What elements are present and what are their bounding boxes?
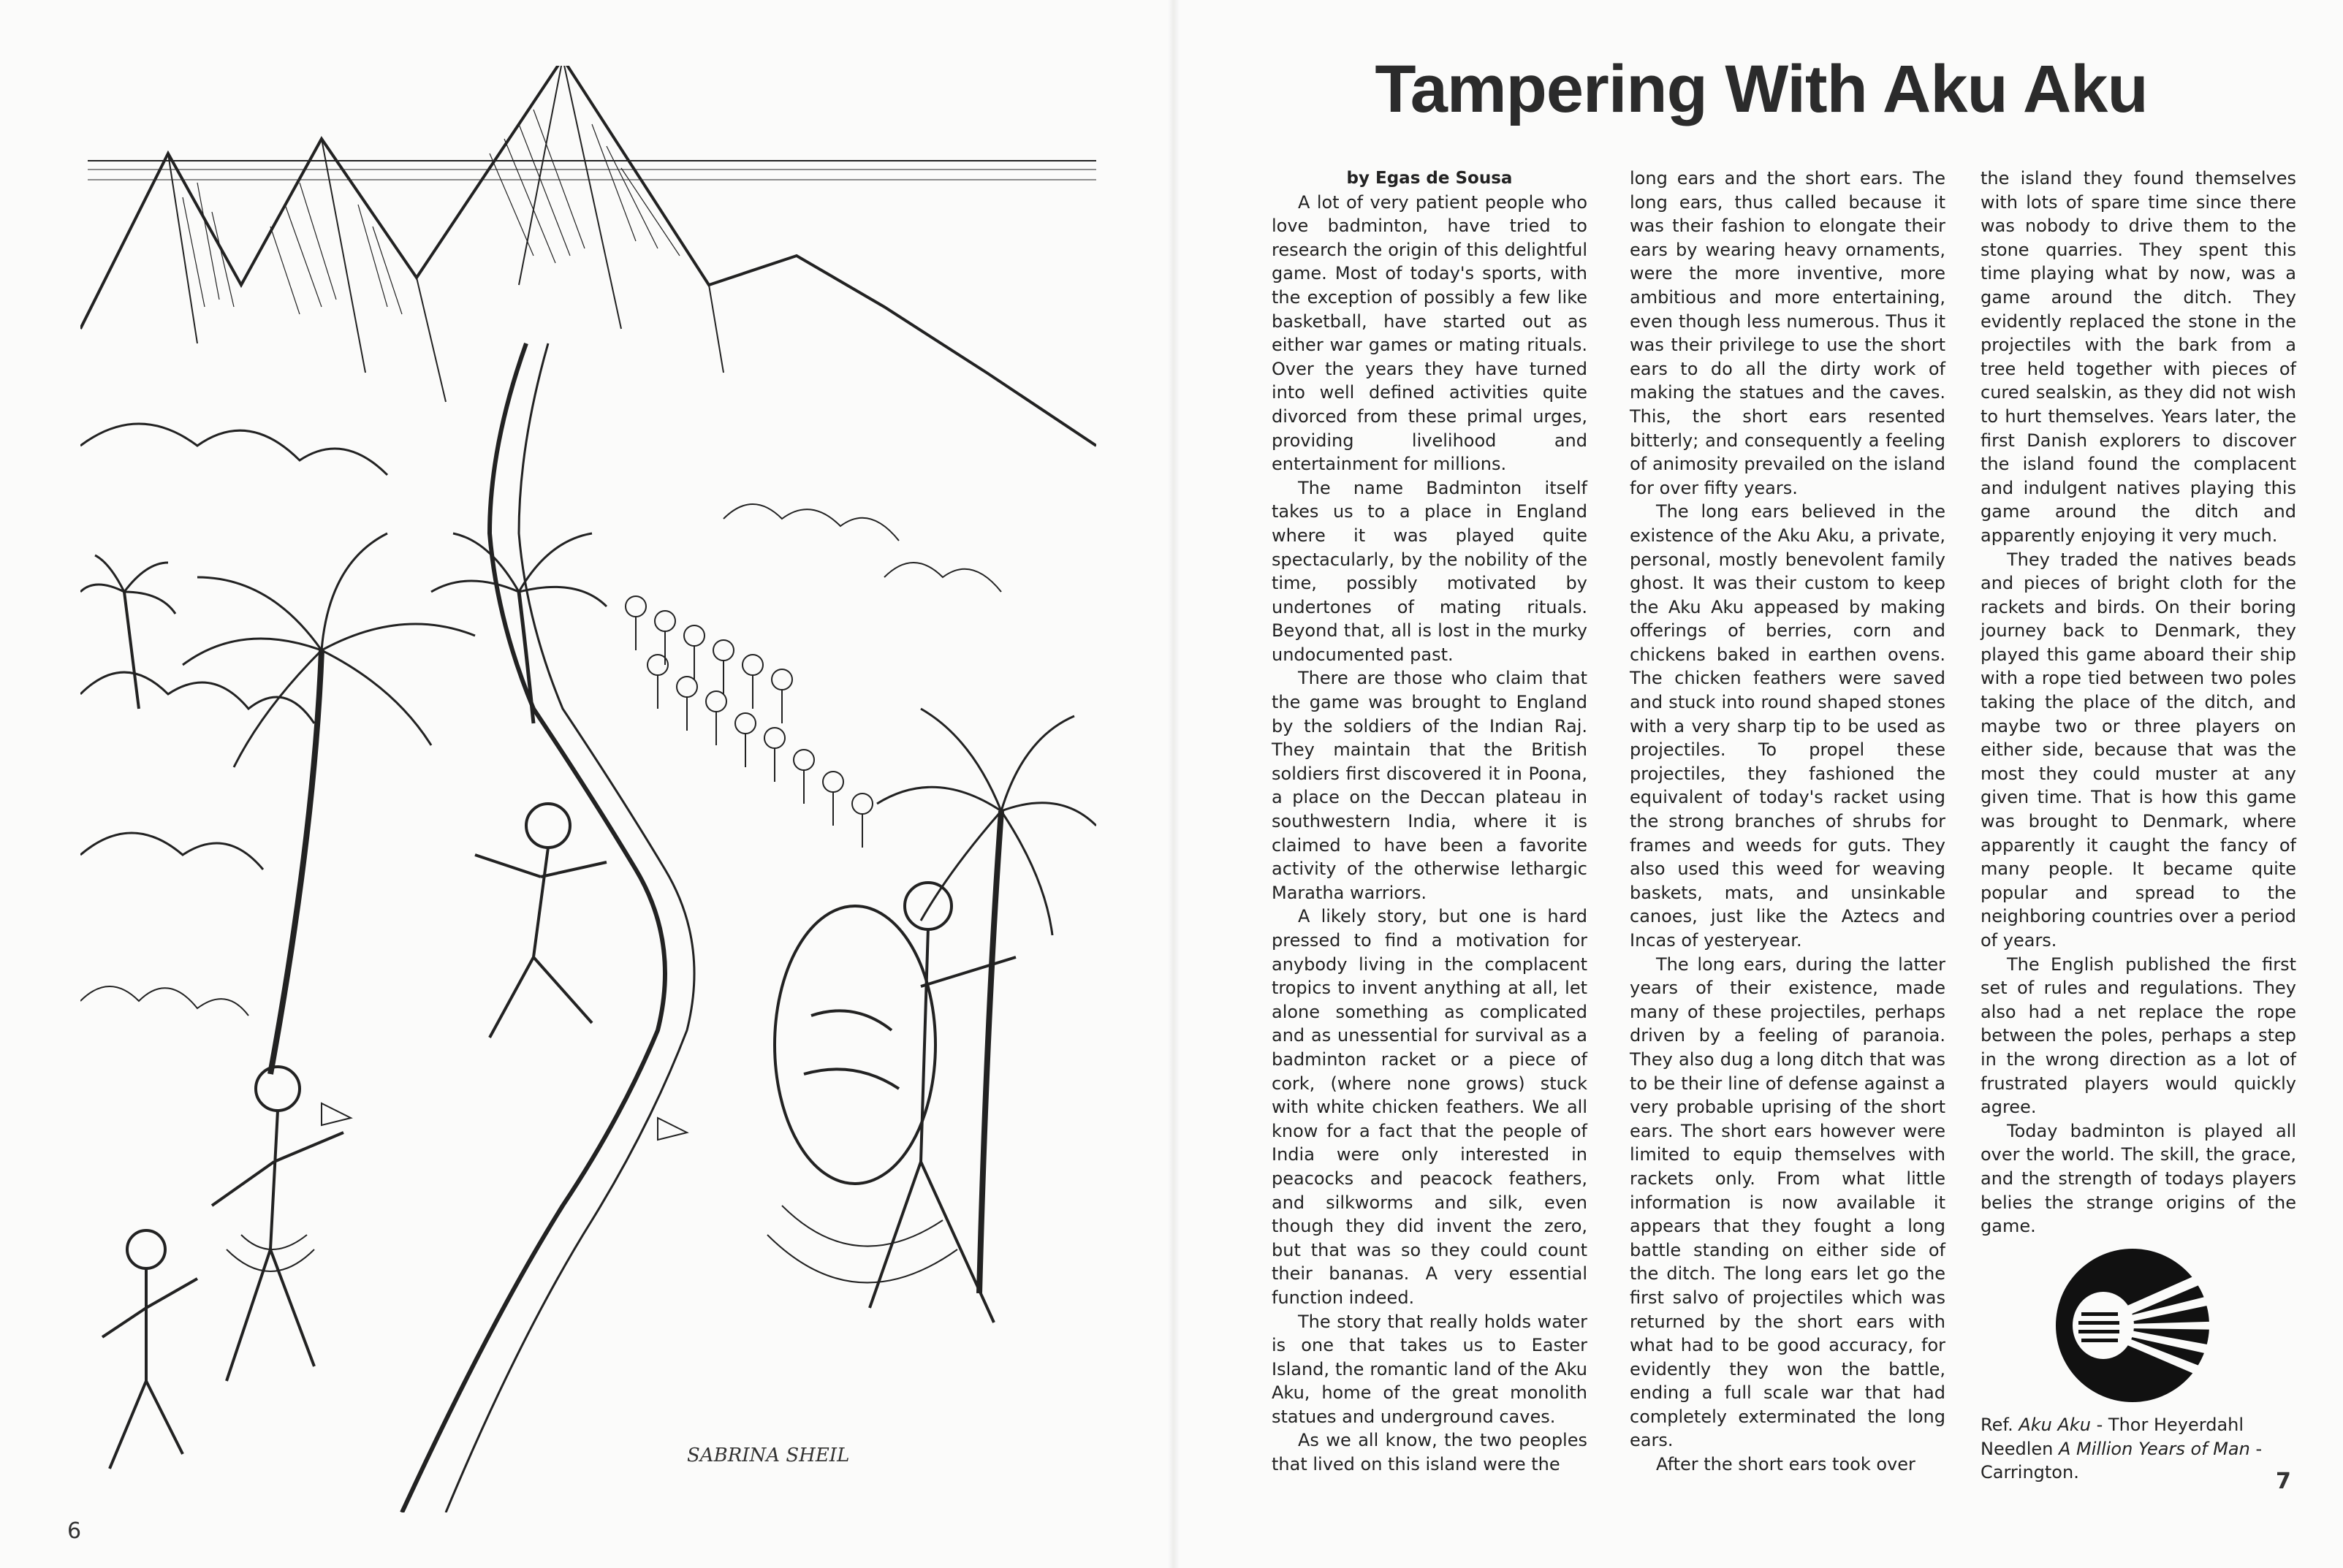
paragraph: The long ears believed in the existence of the Aku Aku, a private, personal, mostly benevolent family ghost. It was their custom to keep the Aku Aku appeased by making offerings of berries, corn and chickens baked in earthen ovens. The chicken feathers were saved and stuck into round shaped stones with a very sharp tip to be used as projectiles. To propel these projectiles, they fashioned the equivalent of today's racket using the strong branches of shrubs for frames and weeds for guts. They also used this weed for weaving baskets, mats, and unsinkable canoes, just like the Aztecs and Incas of yesteryear. bbox=[1630, 501, 1945, 951]
paragraph: The story that really holds water is one that takes us to Easter Island, the romantic land of the Aku Aku, home of the great monolith statues and underground caves. bbox=[1272, 1311, 1587, 1427]
article-column-1 bbox=[1272, 167, 1587, 1477]
shuttlecock-logo-icon bbox=[2052, 1245, 2235, 1406]
ref-title: Aku Aku bbox=[2019, 1415, 2092, 1435]
paragraph: The name Badminton itself takes us to a place in England where it was played quite spectacularly, by the nobility of the time, possibly motivated by undertones of mating rituals. Beyond that, all is lost in the murky undocumented past. bbox=[1272, 477, 1587, 665]
byline: by Egas de Sousa bbox=[1346, 169, 1513, 188]
article-column-2 bbox=[1630, 167, 1945, 1477]
reference-line: Carrington. bbox=[1981, 1462, 2079, 1483]
reference-line bbox=[1981, 1413, 2302, 1437]
ref-prefix: Ref. bbox=[1981, 1415, 2019, 1435]
paragraph: The English published the first set of rules and regulations. They also had a net replace the rope between the poles, perhaps a step in the wrong direction as a lot of frustrated players would quickly agree. bbox=[1981, 954, 2296, 1118]
paragraph: As we all know, the two peoples that lived on this island were the bbox=[1272, 1430, 1587, 1475]
paragraph: The long ears, during the latter years of their existence, made many of these projectiles, perhaps driven by a feeling of paranoia. They also dug a long ditch that was to be their line of defense against a very probable uprising of the short ears. The short ears however were limited to equip themselves with rackets only. From what little information is now available it appears that they fought a long battle standing on either side of the ditch. The long ears let go the first salvo of projectiles which was returned by the short ears with what had to be good accuracy, for evidently they won the battle, ending a full scale war that had completely exterminated the long ears. bbox=[1630, 954, 1945, 1451]
page-number-right: 7 bbox=[2276, 1469, 2291, 1494]
paragraph: They traded the natives beads and pieces of bright cloth for the rackets and birds. On their boring journey back to Denmark, they played this game aboard their ship with a rope tied between two poles taking the place of the ditch, and maybe two or three players on either side, because that was the most they could muster at any given time. That is how this game was brought to Denmark, where apparently it caught the fancy of many people. It became quite popular and spread to the neighboring countries over a period of years. bbox=[1981, 549, 2296, 951]
illustrator-signature: SABRINA SHEIL bbox=[687, 1445, 850, 1466]
page-number-left: 6 bbox=[67, 1518, 82, 1544]
ref-author: Needlen bbox=[1981, 1438, 2059, 1459]
references bbox=[1981, 1413, 2302, 1485]
article-column-3 bbox=[1981, 167, 2296, 1238]
page-gutter bbox=[1168, 0, 1180, 1568]
ref-title: A Million Years of Man bbox=[2059, 1438, 2250, 1459]
ref-author: - Thor Heyerdahl bbox=[2091, 1415, 2244, 1435]
paragraph: the island they found themselves with lots of spare time since there was nobody to drive them to the stone quarries. They spent this time playing what by now, was a game around the ditch. They evidently replaced the stone in the projectiles with the bark from a tree held together with pieces of cured sealskin, as they did not wish to hurt themselves. Years later, the first Danish explorers to discover the island found the complacent and indulgent natives playing this game around the ditch and apparently enjoying it very much. bbox=[1981, 168, 2296, 546]
paragraph: Today badminton is played all over the world. The skill, the grace, and the strength of todays players belies the strange origins of the game. bbox=[1981, 1120, 2296, 1237]
paragraph: There are those who claim that the game was brought to England by the soldiers of the Indian Raj. They maintain that the British soldiers first discovered it in Poona, a place on the Deccan plateau in southwestern India, where it is claimed to have been a favorite activity of the otherwise lethargic Maratha warriors. bbox=[1272, 668, 1587, 903]
tribal-procession-illustration bbox=[80, 66, 1096, 1512]
paragraph: A likely story, but one is hard pressed to find a motivation for anybody living in the complacent tropics to invent anything at all, let alone something as complicated and as unessential for survival as a badminton racket or a piece of cork, (where none grows) stuck with white chicken feathers. We all know for a fact that the people of India were only interested in peacocks and peacock feathers, and silkworms and silk, even though they did invent the zero, but that was so they could count their bananas. A very essential function indeed. bbox=[1272, 906, 1587, 1308]
article-title: Tampering With Aku Aku bbox=[1375, 52, 2148, 126]
paragraph: After the short ears took over bbox=[1656, 1454, 1915, 1475]
ref-suffix: - bbox=[2249, 1438, 2263, 1459]
paragraph: A lot of very patient people who love badminton, have tried to research the origin of this delightful game. Most of today's sports, with the exception of possibly a few like basketball, have started out as either war games or mating rituals. Over the years they have turned into well defined activities quite divorced from these primal urges, providing livelihood and entertainment for millions. bbox=[1272, 191, 1587, 475]
paragraph: long ears and the short ears. The long ears, thus called because it was their fashion to elongate their ears by wearing heavy ornaments, were the more inventive, more ambitious and more entertaining, even though less numerous. Thus it was their privilege to use the short ears to do all the dirty work of making the statues and the caves. This, the short ears resented bitterly; and consequently a feeling of animosity prevailed on the island for over fifty years. bbox=[1630, 168, 1945, 498]
reference-line bbox=[1981, 1437, 2302, 1461]
